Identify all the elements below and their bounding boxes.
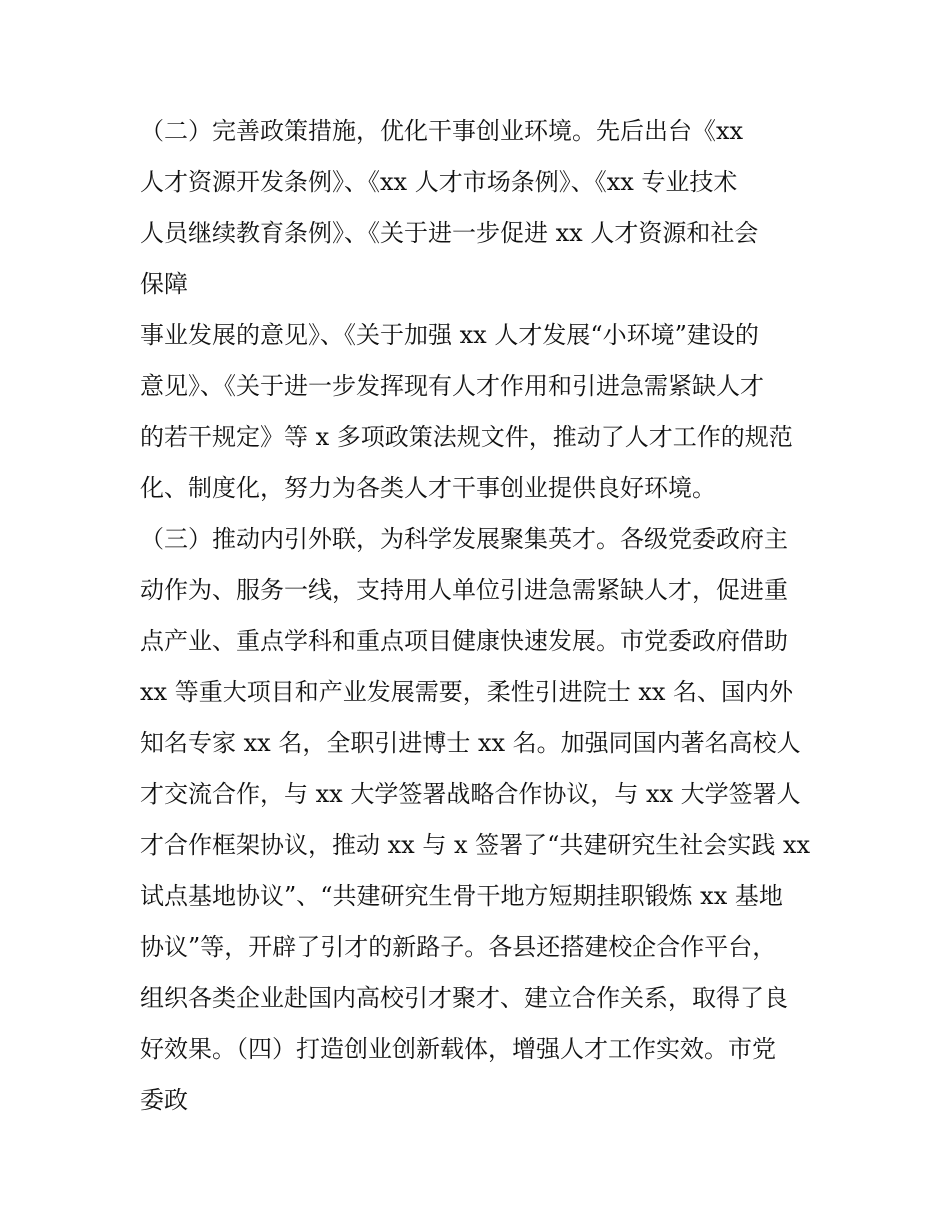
- text-line: （二）完善政策措施，优化干事创业环境。先后出台《xx: [140, 117, 744, 145]
- text-line: 才交流合作，与 xx 大学签署战略合作协议，与 xx 大学签署人: [140, 780, 801, 808]
- text-line: 知名专家 xx 名，全职引进博士 xx 名。加强同国内著名高校人: [140, 729, 801, 757]
- text-line: （三）推动内引外联，为科学发展聚集英才。各级党委政府主: [140, 525, 788, 553]
- text-line: 组织各类企业赴国内高校引才聚才、建立合作关系，取得了良: [140, 984, 788, 1012]
- text-line: 点产业、重点学科和重点项目健康快速发展。市党委政府借助: [140, 627, 788, 655]
- body-text: [140, 111, 840, 1131]
- text-line: 委政: [140, 1086, 188, 1114]
- text-line: 协议”等，开辟了引才的新路子。各县还搭建校企合作平台，: [140, 933, 777, 961]
- text-line: 好效果。（四）打造创业创新载体，增强人才工作实效。市党: [140, 1035, 776, 1063]
- text-line: 保障: [140, 270, 188, 298]
- text-line: 才合作框架协议，推动 xx 与 x 签署了“共建研究生社会实践 xx: [140, 831, 811, 859]
- text-line: 人员继续教育条例》、《关于进一步促进 xx 人才资源和社会: [140, 219, 759, 247]
- text-line: 试点基地协议”、“共建研究生骨干地方短期挂职锻炼 xx 基地: [140, 882, 783, 910]
- text-line: 人才资源开发条例》、《xx 人才市场条例》、《xx 专业技术: [140, 168, 738, 196]
- text-line: 动作为、服务一线，支持用人单位引进急需紧缺人才，促进重: [140, 576, 788, 604]
- text-line: 意见》、《关于进一步发挥现有人才作用和引进急需紧缺人才: [140, 372, 764, 400]
- text-line: 化、制度化，努力为各类人才干事创业提供良好环境。: [140, 474, 716, 502]
- text-line: xx 等重大项目和产业发展需要，柔性引进院士 xx 名、国内外: [140, 678, 794, 706]
- text-line: 事业发展的意见》、《关于加强 xx 人才发展“小环境”建设的: [140, 321, 759, 349]
- text-line: 的若干规定》等 x 多项政策法规文件，推动了人才工作的规范: [140, 423, 793, 451]
